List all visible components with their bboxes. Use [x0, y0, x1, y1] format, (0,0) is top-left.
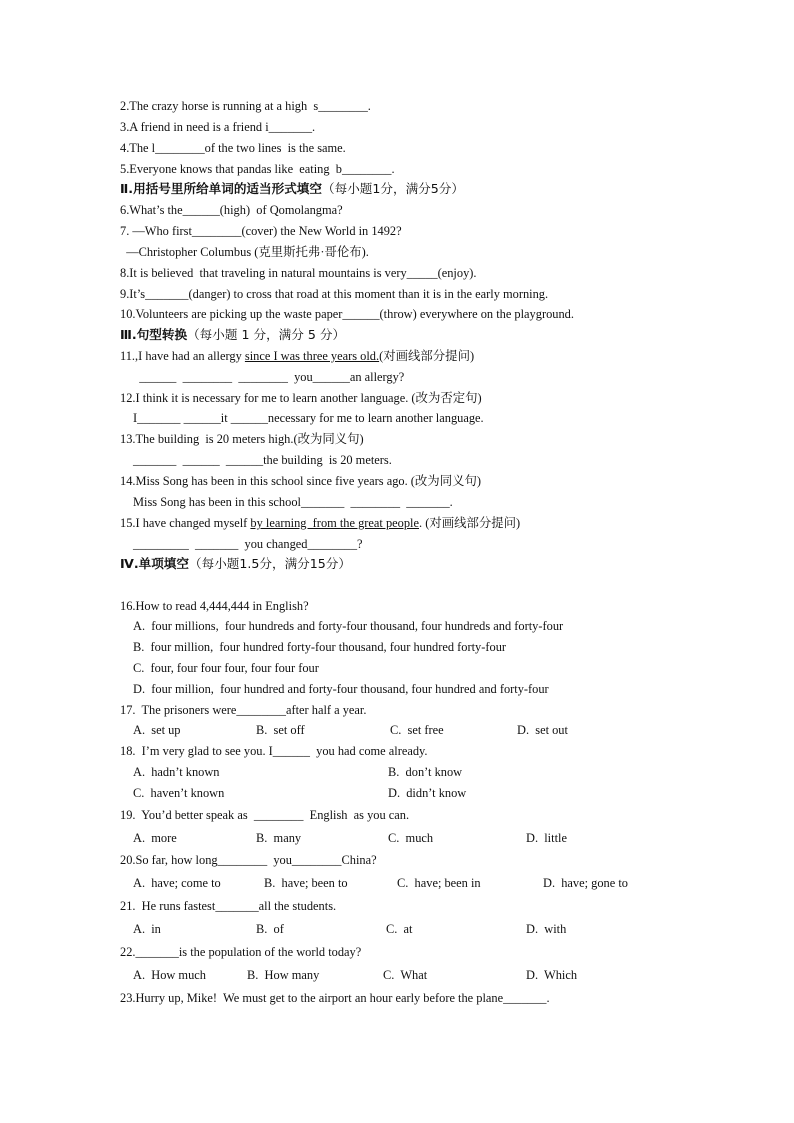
question-13: 13.The building is 20 meters high.(改为同义句) [120, 432, 364, 446]
question-22: 22._______is the population of the world today? [120, 945, 362, 959]
section-3-heading [120, 327, 345, 343]
question-16-option-b: B. four million, four hundred forty-four thousand, four hundred forty-four [133, 640, 507, 654]
question-7-answer: —Christopher Columbus (克里斯托弗·哥伦布). [120, 245, 369, 259]
question-17-option-b: B. set off [256, 723, 305, 737]
question-17-option-c: C. set free [390, 723, 444, 737]
section-2-heading [120, 181, 464, 197]
question-16-option-a: A. four millions, four hundreds and forty-four thousand, four hundreds and forty-four [133, 619, 564, 633]
question-14: 14.Miss Song has been in this school since five years ago. (改为同义句) [120, 474, 481, 488]
question-20-option-d: D. have; gone to [543, 876, 628, 890]
question-21-option-b: B. of [256, 922, 284, 936]
question-15-instruction: . (对画线部分提问) [419, 516, 521, 530]
question-19-option-d: D. little [526, 831, 567, 845]
section-4-title: Ⅳ.单项填空 [120, 556, 189, 571]
question-19-option-c: C. much [388, 831, 434, 845]
section-4-note: （每小题1.5分，满分15分） [189, 556, 351, 571]
question-19-option-a: A. more [133, 831, 177, 845]
question-11-underlined: since I was three years old. [244, 349, 380, 363]
question-19: 19. You’d better speak as ________ English as you can. [120, 808, 410, 822]
section-3-title: Ⅲ.句型转换 [120, 327, 188, 342]
question-22-option-a: A. How much [133, 968, 206, 982]
question-4: 4.The l________of the two lines is the same. [120, 141, 346, 155]
question-17: 17. The prisoners were________after half a year. [120, 703, 367, 717]
question-11-instruction: (对画线部分提问) [379, 349, 475, 363]
question-7: 7. —Who first________(cover) the New World in 1492? [120, 224, 402, 238]
section-3-note: （每小题 1 分，满分 5 分） [187, 327, 346, 342]
question-18-option-b: B. don’t know [388, 765, 463, 779]
question-21-option-a: A. in [133, 922, 161, 936]
question-15 [120, 515, 520, 531]
question-16: 16.How to read 4,444,444 in English? [120, 599, 309, 613]
question-15-underlined: by learning from the great people [250, 516, 419, 530]
question-20-option-c: C. have; been in [397, 876, 481, 890]
question-10: 10.Volunteers are picking up the waste paper______(throw) everywhere on the playground. [120, 307, 574, 321]
question-8: 8.It is believed that traveling in natural mountains is very_____(enjoy). [120, 266, 477, 280]
question-6: 6.What’s the______(high) of Qomolangma? [120, 203, 343, 217]
question-3: 3.A friend in need is a friend i_______. [120, 120, 316, 134]
question-11-answer-line: ______ ________ ________ you______an allergy? [133, 370, 405, 384]
question-16-option-d: D. four million, four hundred and forty-four thousand, four hundred and forty-four [133, 682, 549, 696]
question-22-option-b: B. How many [247, 968, 320, 982]
question-2: 2.The crazy horse is running at a high s________. [120, 99, 371, 113]
question-23: 23.Hurry up, Mike! We must get to the airport an hour early before the plane_______. [120, 991, 550, 1005]
question-18: 18. I’m very glad to see you. I______ you had come already. [120, 744, 428, 758]
question-22-option-d: D. Which [526, 968, 578, 982]
section-4-heading [120, 556, 351, 572]
question-18-option-c: C. haven’t known [133, 786, 225, 800]
question-9: 9.It’s_______(danger) to cross that road at this moment than it is in the early morning. [120, 287, 549, 301]
question-18-option-a: A. hadn’t known [133, 765, 220, 779]
question-20-option-b: B. have; been to [264, 876, 348, 890]
question-14-answer-line: Miss Song has been in this school_______ ________ _______. [133, 495, 453, 509]
question-22-option-c: C. What [383, 968, 428, 982]
question-16-option-c: C. four, four four four, four four four [133, 661, 319, 675]
question-15-text: 15.I have changed myself [120, 516, 251, 530]
question-21-option-d: D. with [526, 922, 567, 936]
question-11 [120, 348, 474, 364]
question-20: 20.So far, how long________ you________China? [120, 853, 377, 867]
question-15-answer-line: _________ _______ you changed________? [133, 537, 363, 551]
question-21: 21. He runs fastest_______all the students. [120, 899, 337, 913]
question-17-option-a: A. set up [133, 723, 181, 737]
question-5: 5.Everyone knows that pandas like eating b________. [120, 162, 395, 176]
question-21-option-c: C. at [386, 922, 413, 936]
question-19-option-b: B. many [256, 831, 302, 845]
question-17-option-d: D. set out [517, 723, 568, 737]
question-12-answer-line: I_______ ______it ______necessary for me to learn another language. [133, 411, 484, 425]
question-18-option-d: D. didn’t know [388, 786, 467, 800]
question-13-answer-line: _______ ______ ______the building is 20 meters. [133, 453, 392, 467]
question-11-text: 11.,I have had an allergy [120, 349, 245, 363]
section-2-title: Ⅱ.用括号里所给单词的适当形式填空 [120, 181, 322, 196]
question-20-option-a: A. have; come to [133, 876, 221, 890]
question-12: 12.I think it is necessary for me to learn another language. (改为否定句) [120, 391, 482, 405]
section-2-note: （每小题1分，满分5分） [322, 181, 464, 196]
